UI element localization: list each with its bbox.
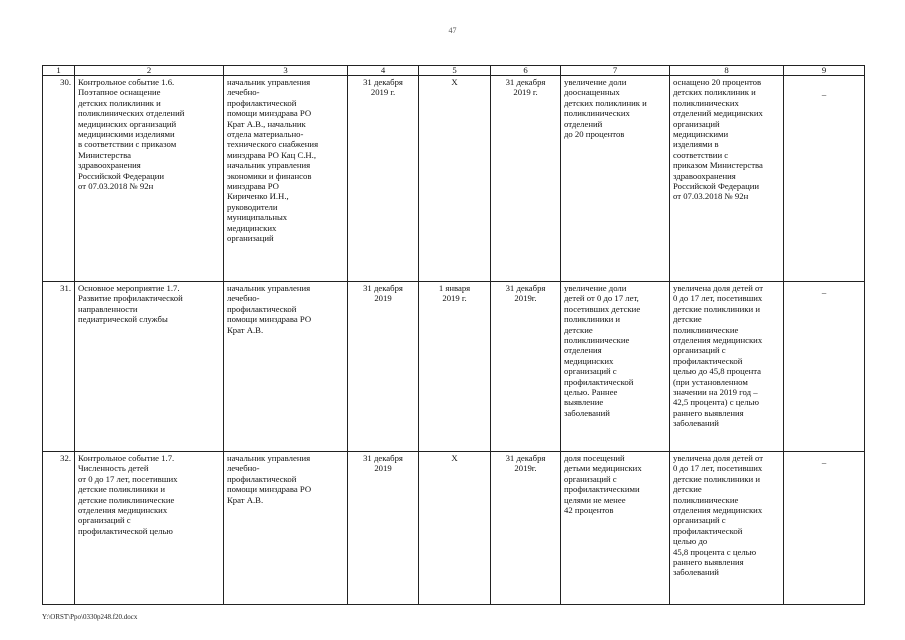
- planned-date-cell: 31 декабря 2019 г.: [348, 76, 419, 282]
- row-number: 32.: [43, 452, 75, 605]
- actual-result-cell: оснащено 20 процентов детских поликлиник и поликлинических отделений медицинских организаций медицинскими изделиями в соответствии с приказом Министерства здравоохранения Российской Федерации от 07.03.2018 № 92н: [670, 76, 784, 282]
- expected-result-cell: увеличение доли дооснащенных детских поликлиник и поликлинических отделений до 20 процентов: [561, 76, 670, 282]
- responsible-cell: начальник управления лечебно- профилактической помощи минздрава РО Крат А.В.: [224, 282, 348, 452]
- notes-cell: –: [784, 282, 865, 452]
- column-header: 7: [561, 66, 670, 76]
- event-cell: Контрольное событие 1.7. Численность детей от 0 до 17 лет, посетивших детские поликлиники и детские поликлинические отделения медицинских организаций с профилактической целью: [75, 452, 224, 605]
- column-header: 8: [670, 66, 784, 76]
- notes-cell: –: [784, 76, 865, 282]
- table-header-row: [43, 66, 865, 76]
- column-header: 3: [224, 66, 348, 76]
- column-header: 6: [491, 66, 561, 76]
- column-header: 2: [75, 66, 224, 76]
- table-row: [43, 76, 865, 282]
- end-date-cell: 31 декабря 2019 г.: [491, 76, 561, 282]
- table-row: [43, 452, 865, 605]
- start-date-cell: Х: [419, 452, 491, 605]
- expected-result-cell: доля посещений детьми медицинских организаций с профилактическими целями не менее 42 процентов: [561, 452, 670, 605]
- column-header: 1: [43, 66, 75, 76]
- table-row: [43, 282, 865, 452]
- notes-cell: –: [784, 452, 865, 605]
- column-header: 9: [784, 66, 865, 76]
- event-cell: Основное мероприятие 1.7. Развитие профилактической направленности педиатрической службы: [75, 282, 224, 452]
- event-cell: Контрольное событие 1.6. Поэтапное оснащение детских поликлиник и поликлинических отделений медицинских организаций медицинскими изделиями в соответствии с приказом Министерства здравоохранения Российской Федерации от 07.03.2018 № 92н: [75, 76, 224, 282]
- expected-result-cell: увеличение доли детей от 0 до 17 лет, посетивших детские поликлиники и детские поликлинические отделения медицинских организаций с профилактической целью. Раннее выявление заболеваний: [561, 282, 670, 452]
- start-date-cell: 1 января 2019 г.: [419, 282, 491, 452]
- row-number: 30.: [43, 76, 75, 282]
- responsible-cell: начальник управления лечебно- профилактической помощи минздрава РО Крат А.В., начальник отдела материально- технического снабжения минздрава РО Кац С.Н., начальник управления экономики и финансов минздрава РО Кириченко И.Н., руководители муниципальных медицинских организаций: [224, 76, 348, 282]
- planned-date-cell: 31 декабря 2019: [348, 282, 419, 452]
- actual-result-cell: увеличена доля детей от 0 до 17 лет, посетивших детские поликлиники и детские поликлинические отделения медицинских организаций с профилактической целью до 45,8 процента с целью раннего выявления заболеваний: [670, 452, 784, 605]
- start-date-cell: Х: [419, 76, 491, 282]
- row-number: 31.: [43, 282, 75, 452]
- planned-date-cell: 31 декабря 2019: [348, 452, 419, 605]
- actual-result-cell: увеличена доля детей от 0 до 17 лет, посетивших детские поликлиники и детские поликлинические отделения медицинских организаций с профилактической целью до 45,8 процента (при установленном значении на 2019 год – 42,5 процента) с целью раннего выявления заболеваний: [670, 282, 784, 452]
- report-table: [42, 65, 865, 605]
- file-path-footer: Y:\ORST\Ppo\0330p248.f20.docx: [42, 613, 138, 621]
- end-date-cell: 31 декабря 2019г.: [491, 452, 561, 605]
- end-date-cell: 31 декабря 2019г.: [491, 282, 561, 452]
- responsible-cell: начальник управления лечебно- профилактической помощи минздрава РО Крат А.В.: [224, 452, 348, 605]
- column-header: 5: [419, 66, 491, 76]
- page-number: 47: [448, 26, 457, 35]
- column-header: 4: [348, 66, 419, 76]
